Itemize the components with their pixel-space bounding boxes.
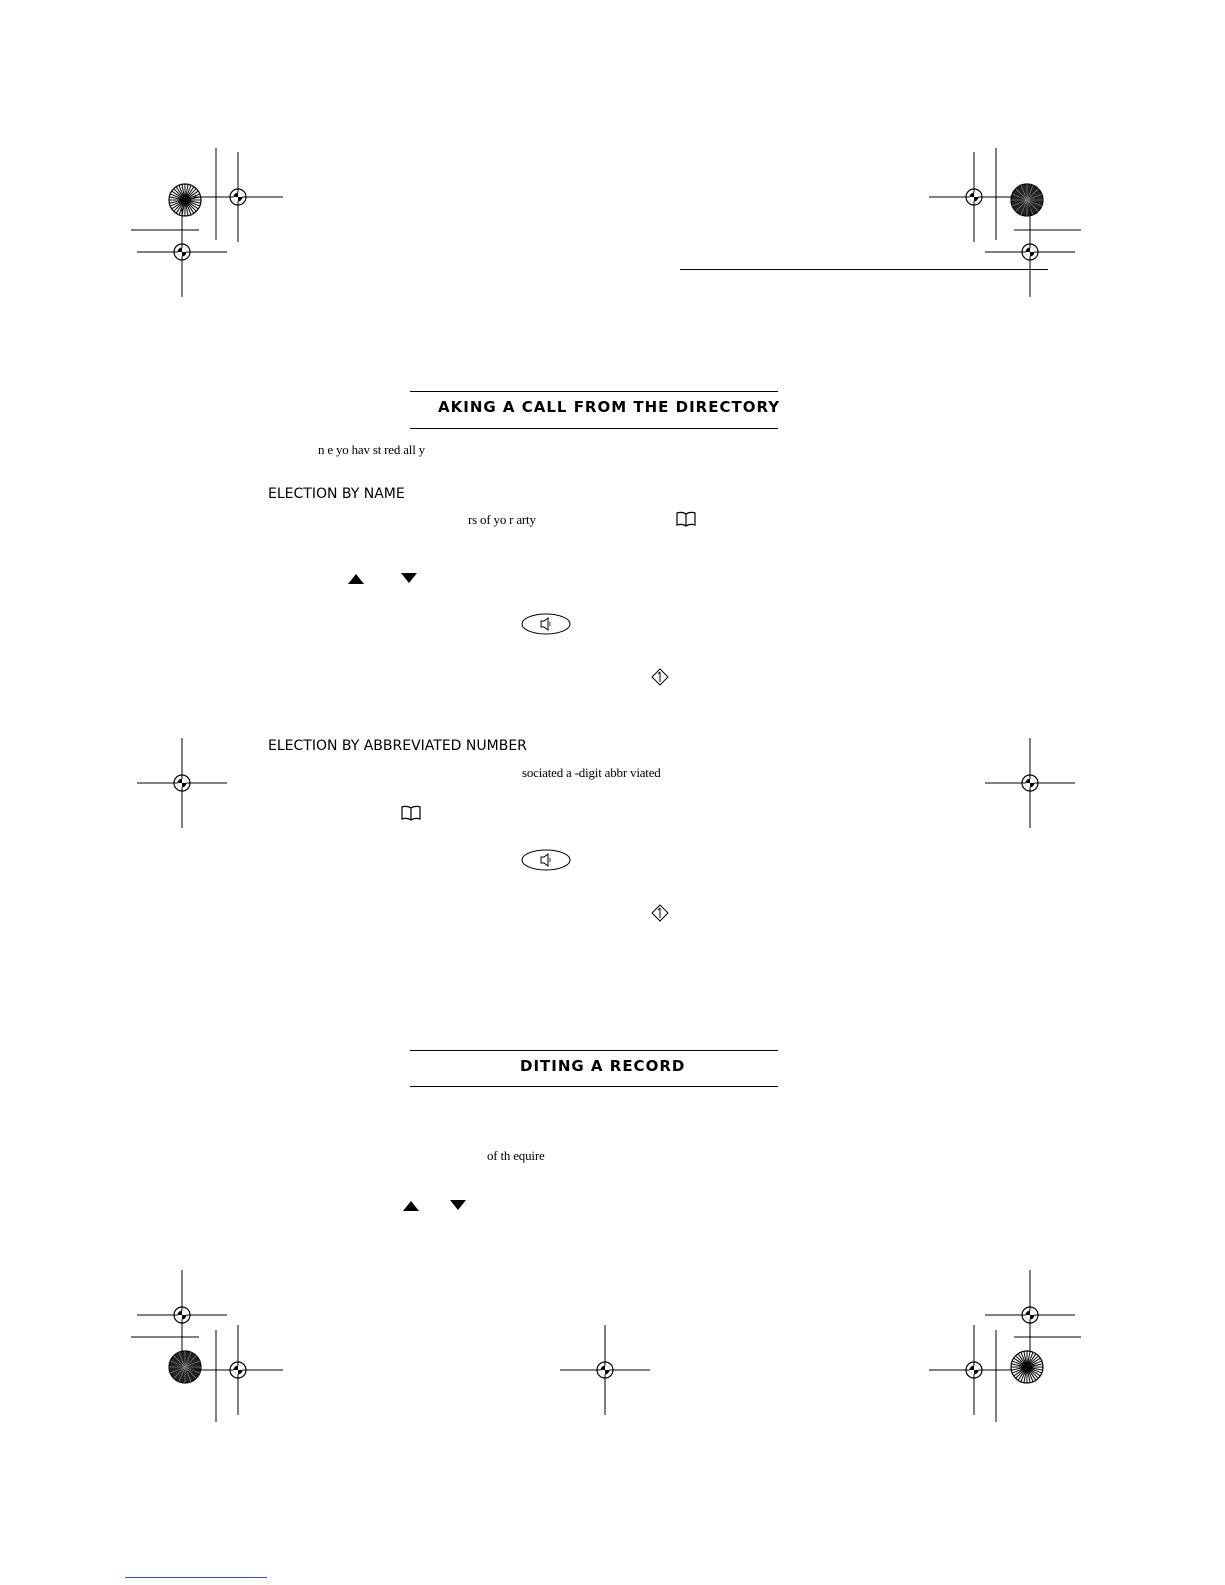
section2-rule-bottom <box>410 1086 778 1087</box>
arrow-up-icon <box>402 1200 420 1212</box>
section2-rule-top <box>410 1050 778 1051</box>
by-name-line1: rs of yo r arty <box>468 512 536 527</box>
bottom-link-underline[interactable] <box>125 1577 267 1578</box>
nav-diamond-icon <box>651 904 669 922</box>
section1-title: AKING A CALL FROM THE DIRECTORY <box>438 398 781 416</box>
section2-line1: of th equire <box>487 1148 545 1163</box>
book-icon <box>401 805 421 821</box>
header-rule <box>680 269 1048 270</box>
by-name-heading: ELECTION BY NAME <box>268 486 405 502</box>
book-icon <box>676 511 696 527</box>
arrow-down-icon <box>449 1199 467 1211</box>
by-abbreviated-heading: ELECTION BY ABBREVIATED NUMBER <box>268 738 527 754</box>
speaker-key-icon <box>521 849 571 871</box>
arrow-down-icon <box>400 572 418 584</box>
section1-rule-top <box>410 391 778 392</box>
nav-diamond-icon <box>651 668 669 686</box>
section1-intro: n e yo hav st red all y <box>318 442 425 457</box>
speaker-key-icon <box>521 613 571 635</box>
arrow-up-icon <box>347 573 365 585</box>
section2-title: DITING A RECORD <box>520 1057 686 1075</box>
section1-rule-bottom <box>410 428 778 429</box>
by-abbreviated-line1: sociated a -digit abbr viated <box>522 765 661 780</box>
